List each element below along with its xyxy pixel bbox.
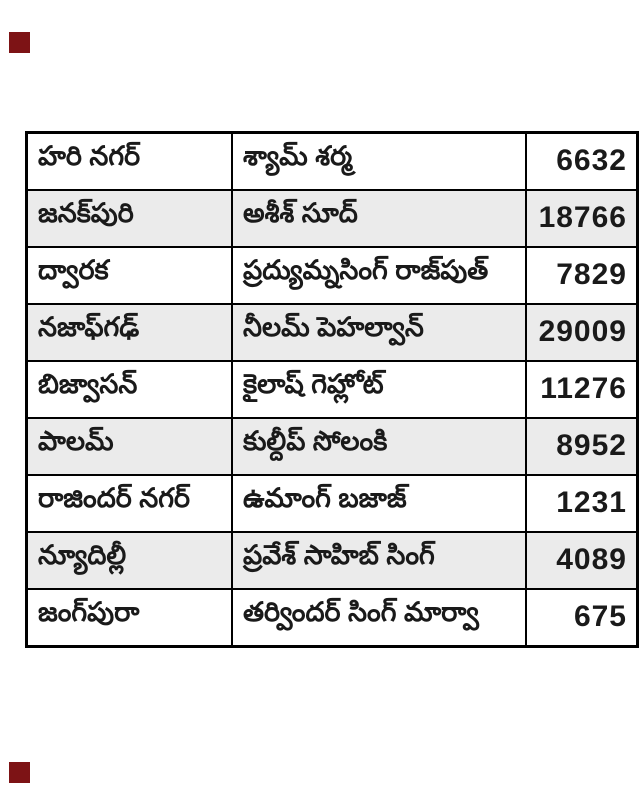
- table-row: [27, 247, 638, 304]
- table-row: [27, 475, 638, 532]
- constituency-cell: న్యూదిల్లీ: [27, 532, 233, 589]
- constituency-cell: జంగ్‌పురా: [27, 589, 233, 647]
- results-table: [25, 131, 639, 648]
- candidate-cell: ఉమాంగ్ బజాజ్: [232, 475, 526, 532]
- table-row: [27, 190, 638, 247]
- margin-cell: 18766: [526, 190, 638, 247]
- constituency-cell: బిజ్వాసన్: [27, 361, 233, 418]
- constituency-cell: పాలమ్: [27, 418, 233, 475]
- constituency-cell: నజాఫ్‌గఢ్: [27, 304, 233, 361]
- candidate-cell: కుల్దీప్ సోలంకి: [232, 418, 526, 475]
- margin-cell: 29009: [526, 304, 638, 361]
- margin-cell: 675: [526, 589, 638, 647]
- margin-cell: 6632: [526, 133, 638, 191]
- table-row: [27, 589, 638, 647]
- margin-cell: 11276: [526, 361, 638, 418]
- red-square-marker-bottom-left: [9, 762, 30, 783]
- constituency-cell: ద్వారక: [27, 247, 233, 304]
- constituency-cell: జనక్‌పురి: [27, 190, 233, 247]
- table-row: [27, 418, 638, 475]
- red-square-marker-top-left: [9, 32, 30, 53]
- margin-cell: 8952: [526, 418, 638, 475]
- candidate-cell: కైలాష్ గెహ్లోట్: [232, 361, 526, 418]
- candidate-cell: అశీశ్ సూద్: [232, 190, 526, 247]
- margin-cell: 1231: [526, 475, 638, 532]
- table-row: [27, 304, 638, 361]
- margin-cell: 7829: [526, 247, 638, 304]
- candidate-cell: ప్రద్యుమ్నసింగ్ రాజ్‌పుత్: [232, 247, 526, 304]
- candidate-cell: శ్యామ్ శర్మ: [232, 133, 526, 191]
- table-row: [27, 133, 638, 191]
- table-row: [27, 361, 638, 418]
- candidate-cell: తర్విందర్ సింగ్ మార్వా: [232, 589, 526, 647]
- candidate-cell: నీలమ్ పెహల్వాన్: [232, 304, 526, 361]
- table-row: [27, 532, 638, 589]
- margin-cell: 4089: [526, 532, 638, 589]
- constituency-cell: హరి నగర్: [27, 133, 233, 191]
- candidate-cell: ప్రవేశ్ సాహిబ్ సింగ్: [232, 532, 526, 589]
- constituency-cell: రాజిందర్ నగర్: [27, 475, 233, 532]
